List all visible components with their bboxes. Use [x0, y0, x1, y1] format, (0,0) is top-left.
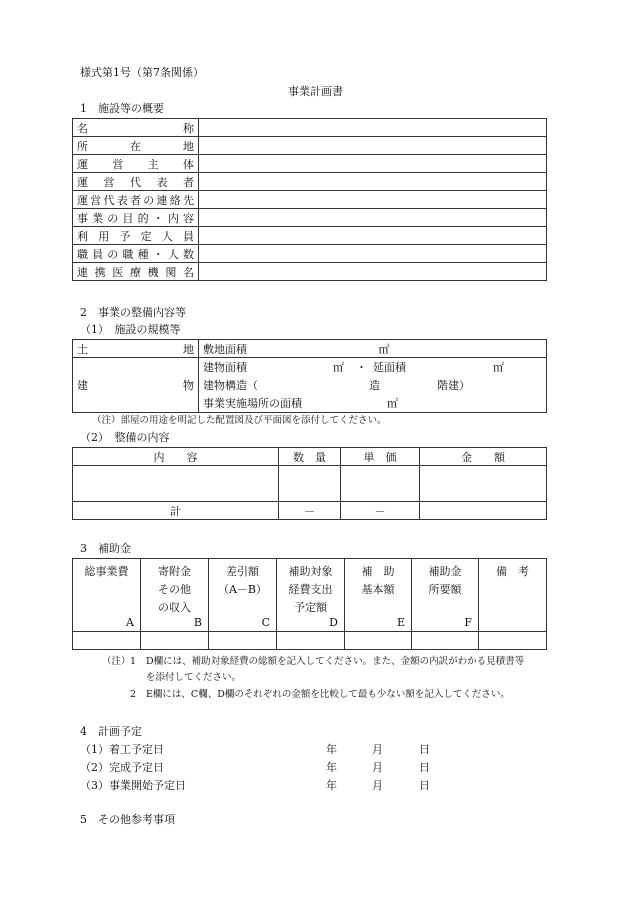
overview-row [73, 191, 547, 209]
subsidy-header [479, 559, 547, 632]
overview-value [199, 173, 547, 191]
subsidy-header-line: 寄附金 [158, 565, 191, 578]
subsidy-value-d [277, 632, 345, 650]
subsidy-value-remarks [479, 632, 547, 650]
schedule-day: 日 [419, 743, 430, 756]
schedule-month: 月 [372, 761, 383, 774]
subsection-scale-heading: （1） 施設の規模等 [80, 323, 181, 336]
floor-area-label: 延面積 [373, 361, 406, 374]
section-2-heading: 2 事業の整備内容等 [80, 306, 186, 319]
section-1-heading: 1 施設等の概要 [80, 102, 164, 115]
overview-value [199, 209, 547, 227]
overview-label: 運営主体 [73, 155, 199, 173]
maintenance-header: 数 量 [279, 448, 341, 466]
subsidy-header-line: 基本額 [361, 583, 395, 596]
unit-price-cell [341, 466, 420, 502]
document-title: 事業計画書 [288, 85, 343, 98]
form-number: 様式第1号（第7条関係） [80, 66, 204, 79]
land-label: 土 地 [73, 340, 199, 358]
subsidy-column-letter: D [329, 616, 338, 629]
impl-area-unit: ㎡ [387, 397, 398, 410]
subsidy-header-line: の収入 [158, 601, 191, 614]
subsidy-header-line: 総事業費 [84, 565, 129, 578]
amount-cell [420, 466, 547, 502]
subsidy-header-line: 補助対象 [288, 565, 333, 578]
subsidy-header [277, 559, 345, 632]
overview-value [199, 227, 547, 245]
section-3-heading: 3 補助金 [80, 542, 131, 555]
schedule-year: 年 [326, 743, 337, 756]
facility-overview-table [72, 118, 547, 281]
subsidy-value-f [412, 632, 479, 650]
subsidy-value-a [73, 632, 141, 650]
structure-zou: 造 [369, 379, 380, 392]
subsidy-table [72, 558, 547, 650]
quantity-cell [279, 466, 341, 502]
content-cell [73, 466, 279, 502]
structure-floors: 階建） [437, 379, 470, 392]
separator-dot: ・ [356, 361, 367, 374]
schedule-day: 日 [419, 779, 430, 792]
subsidy-value-b [141, 632, 209, 650]
schedule-day: 日 [419, 761, 430, 774]
schedule-item-label: （1）着工予定日 [80, 743, 164, 756]
impl-area-label: 事業実施場所の面積 [203, 397, 302, 410]
subsidy-header-line: 所要額 [428, 583, 462, 596]
subsection-maintenance-heading: （2） 整備の内容 [80, 431, 170, 444]
total-unit-price-dash: － [341, 502, 420, 520]
total-label: 計 [73, 502, 279, 520]
schedule-month: 月 [372, 779, 383, 792]
scale-note: （注）部屋の用途を明記した配置図及び平面図を添付してください。 [92, 415, 387, 426]
overview-value [199, 245, 547, 263]
maintenance-header: 金 額 [420, 448, 547, 466]
subsidy-column-letter: F [464, 616, 472, 629]
overview-label: 利用予定人員 [73, 227, 199, 245]
maintenance-header: 内 容 [73, 448, 279, 466]
schedule-item-label: （3）事業開始予定日 [80, 779, 186, 792]
overview-label: 所在地 [73, 137, 199, 155]
subsidy-header [345, 559, 412, 632]
overview-row [73, 263, 547, 281]
subsidy-header [412, 559, 479, 632]
overview-label: 運営代表者の連絡先 [73, 191, 199, 209]
subsidy-header-line: 備 考 [496, 565, 529, 578]
subsidy-header-line: 予定額 [294, 601, 327, 614]
section-4-heading: 4 計画予定 [80, 725, 142, 738]
building-area-unit: ㎡ [333, 361, 344, 374]
subsidy-column-letter: A [126, 616, 134, 629]
subsidy-note-2-number: 2 [130, 689, 137, 700]
subsidy-note-1-line-2: を添付してください。 [146, 672, 242, 683]
subsidy-header [209, 559, 277, 632]
overview-label: 事業の目的・内容 [73, 209, 199, 227]
overview-label: 職員の職種・人数 [73, 245, 199, 263]
building-area-label: 建物面積 [203, 361, 247, 374]
overview-row [73, 209, 547, 227]
overview-row [73, 155, 547, 173]
subsidy-header-line: 補 助 [361, 565, 395, 578]
schedule-year: 年 [326, 779, 337, 792]
overview-value [199, 137, 547, 155]
subsidy-header-line: 経費支出 [288, 583, 333, 596]
subsidy-header-line: その他 [158, 583, 191, 596]
overview-label: 運営代表者 [73, 173, 199, 191]
overview-value [199, 155, 547, 173]
subsidy-value-e [345, 632, 412, 650]
subsidy-header-line: 差引額 [226, 565, 259, 578]
floor-area-unit: ㎡ [493, 361, 504, 374]
land-area-unit: ㎡ [378, 342, 390, 356]
maintenance-header: 単 価 [341, 448, 420, 466]
subsidy-column-letter: E [396, 616, 405, 629]
subsidy-header-line: （A－B） [217, 583, 268, 596]
overview-label: 連携医療機関名 [73, 263, 199, 281]
subsidy-header-line: 補助金 [428, 565, 462, 578]
overview-label: 名 称 [73, 119, 199, 137]
structure-label: 建物構造（ [203, 379, 258, 392]
subsidy-header [141, 559, 209, 632]
overview-value [199, 119, 547, 137]
schedule-item-label: （2）完成予定日 [80, 761, 164, 774]
subsidy-column-letter: C [261, 616, 270, 629]
subsidy-note-2: E欄には、C欄、D欄のそれぞれの金額を比較して最も少ない額を記入してください。 [146, 689, 510, 700]
total-quantity-dash: － [279, 502, 341, 520]
overview-value [199, 263, 547, 281]
subsidy-header [73, 559, 141, 632]
land-area-cell [199, 340, 547, 358]
overview-row [73, 119, 547, 137]
maintenance-content-table [72, 447, 547, 520]
overview-value [199, 191, 547, 209]
building-detail-cell [199, 358, 547, 413]
subsidy-value-c [209, 632, 277, 650]
schedule-year: 年 [326, 761, 337, 774]
subsidy-note-prefix: （注） [102, 656, 131, 667]
overview-row [73, 227, 547, 245]
overview-row [73, 173, 547, 191]
section-5-heading: 5 その他参考事項 [80, 813, 175, 826]
land-area-label: 敷地面積 [203, 342, 247, 356]
building-label: 建 物 [73, 358, 199, 413]
schedule-month: 月 [372, 743, 383, 756]
subsidy-note-1-line-1: D欄には、補助対象経費の総額を記入してください。また、金額の内訳がわかる見積書等 [146, 656, 525, 667]
overview-row [73, 245, 547, 263]
subsidy-note-1-number: 1 [130, 656, 137, 667]
subsidy-column-letter: B [193, 616, 202, 629]
overview-row [73, 137, 547, 155]
total-amount-cell [420, 502, 547, 520]
facility-scale-table [72, 339, 547, 413]
